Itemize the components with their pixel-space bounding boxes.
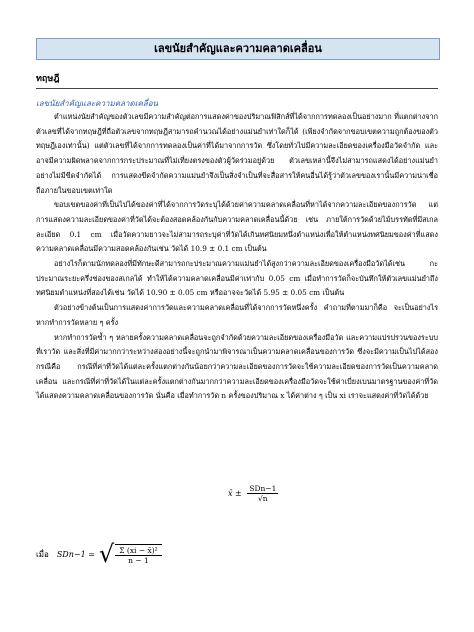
paragraph-5: หากทำการวัดซ้ำ ๆ หลายครั้งความคลาดเคลื่อนจะถูกจำกัดด้วยความละเอียดของเครื่องมือวัด และความแปรปรวนของระบบที่เราวัด และสิ่งที่มีค่ามากกว่าระหว่างสองอย่างนี้จะถูกนำมาพิจารณาเป็นความคลาดเคลื่อนของการวัด ซึ่งจะมีความเป็นไปได้สองกรณีคือ กรณีที่ค่าที่วัดได้แต่ละครั้งแตกต่างกันน้อยกว่าความละเอียดของการวัดจะใช้ความละเอียดของการวัดเป็นความคลาดเคลื่อน และกรณีที่ค่าที่วัดได้ในแต่ละครั้งแตกต่างกันมากกว่าความละเอียดของเครื่องมือวัดจะใช้ค่าเบี่ยงเบนมาตรฐานของค่าที่วัดได้แสดงความคลาดเคลื่อนของการวัด นั่นคือ เมื่อทำการวัด n ครั้งของปริมาณ x ได้ค่าต่าง ๆ เป็น xi เราจะแสดงค่าที่วัดได้ด้วย <box>36 332 438 401</box>
mean-formula <box>228 484 278 503</box>
section-divider <box>36 88 438 89</box>
subheading: เลขนัยสำคัญและความคลาดเคลื่อน <box>36 99 158 108</box>
sd-formula-fraction <box>115 544 161 565</box>
sd-formula-denominator: n − 1 <box>128 555 149 565</box>
mean-formula-fraction <box>247 484 278 503</box>
sd-formula-lhs: SDn−1 = <box>56 549 95 559</box>
paragraph-2: ขอบเขตของค่าที่เป็นไปได้ของค่าที่ได้จากการวัดระบุได้ด้วยค่าความคลาดเคลื่อนที่หาได้จากความละเอียดของการวัด แต่การแสดงความละเอียดของค่าที่วัดได้จะต้องสอดคล้องกันกับความคลาดเคลื่อนนี้ด้วย เช่น ภายใต้การวัดด้วยไม้บรรทัดที่มีสเกลละเอียด 0.1 cm เมื่อวัดความยาวจะไม่สามารถระบุค่าที่วัดได้เกินทศนิยมหนึ่งตำแหน่งเพื่อให้ตำแหน่งทศนิยมของค่าที่แสดงความคลาดเคลื่อนมีความสอดคล้องกันเช่น วัดได้ 10.9 ± 0.1 cm เป็นต้น <box>36 200 438 254</box>
mean-formula-denominator: √n <box>258 494 268 503</box>
section-heading: ทฤษฎี <box>36 74 60 84</box>
mean-formula-lhs: x̄ ± <box>228 489 242 498</box>
sd-formula <box>36 542 162 566</box>
title-banner: เลขนัยสำคัญและความคลาดเคลื่อน <box>36 38 440 60</box>
sqrt-sign: √ <box>98 540 115 568</box>
sd-formula-numerator: Σ (xi − x̄)² <box>115 546 161 556</box>
sd-formula-label: เมื่อ <box>36 549 49 559</box>
body-text <box>36 110 438 404</box>
mean-formula-numerator: SDn−1 <box>249 484 277 493</box>
paragraph-3: อย่างไรก็ตามนักทดลองที่มีทักษะดีสามารถกะประมาณความแม่นยำได้สูงกว่าความละเอียดของเครื่องมือวัดได้เช่น กะประมาณระยะครึ่งช่องของสเกลได้ ทำให้ได้ความคลาดเคลื่อนมีค่าเท่ากับ 0.05 cm เมื่อทำการวัดก็จะบันทึกให้ตัวเลขแม่นยำถึงทศนิยมตำแหน่งที่สองได้เช่น วัดได้ 10.90 ± 0.05 cm หรืออาจจะวัดได้ 5.95 ± 0.05 cm เป็นต้น <box>36 259 438 298</box>
paragraph-1: ตำแหน่งนัยสำคัญของตัวเลขมีความสำคัญต่อการแสดงค่าของปริมาณฟิสิกส์ที่ได้จากการทดลองเป็นอย่างมาก ที่แตกต่างจากตัวเลขที่ได้จากทฤษฎีที่ถือตัวเลขจากทฤษฎีสามารถคำนวณได้อย่างแม่นยำเท่าใดก็ได้ (เพียงจำกัดจากขอบเขตความถูกต้องของตัวทฤษฎีเองเท่านั้น) แต่ตัวเลขที่ได้จากการทดลองเป็นค่าที่ได้มาจากการวัด ซึ่งโดยทั่วไปมีความละเอียดของเครื่องมือวัดจำกัด และอาจมีความผิดพลาดจากการกระประมาณที่ไม่เที่ยงตรงของตัวผู้วัดร่วมอยู่ด้วย ตัวเลขเหล่านี้จึงไม่สามารถแสดงได้อย่างแม่นยำอย่างไม่มีขีดจำกัดได้ การแสดงขีดจำกัดความแม่นยำจึงเป็นสิ่งจำเป็นที่จะสื่อสารให้คนอื่นได้รู้ว่าตัวเลขของเรานั้นมีความน่าเชื่อถือภายในขอบเขตเท่าใด <box>36 112 438 195</box>
paragraph-4: ตัวอย่างข้างต้นเป็นการแสดงค่าการวัดและความคลาดเคลื่อนที่ได้จากการวัดหนึ่งครั้ง คำถามที่ตามมาก็คือ จะเป็นอย่างไรหากทำการวัดหลาย ๆ ครั้ง <box>36 303 438 327</box>
